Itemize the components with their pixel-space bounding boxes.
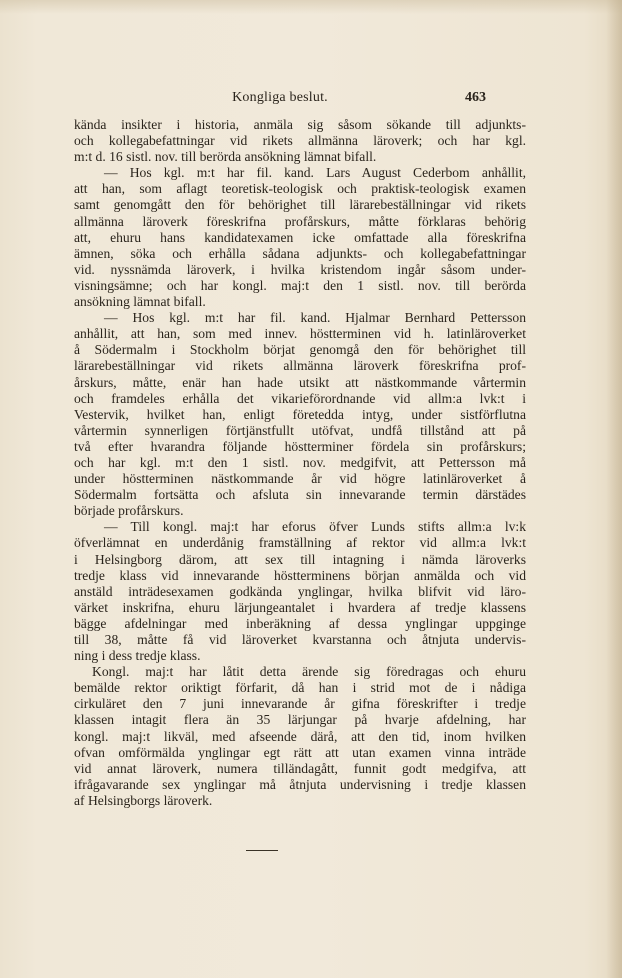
- text-line: att han, som aflagt teoretisk-teologisk och praktisk-teologisk examen: [74, 181, 526, 197]
- text-line: i Helsingborg därom, att sex till intagning i nämda läroverks: [74, 551, 526, 567]
- text-line: ansökning lämnat bifall.: [74, 294, 206, 310]
- text-line: samt genomgått den för behörighet till lärarebeställningar vid rikets: [74, 197, 526, 213]
- text-line: anhållit, att han, som med innev. höstterminen vid h. latinläroverket: [74, 326, 526, 342]
- text-line: bemälde rektor oriktigt förfarit, då han i strid mot de i nådiga: [74, 680, 526, 696]
- text-line: kongl. maj:t likväl, med afseende därå, att den tid, inom hvilken: [74, 728, 526, 744]
- text-line: till 38, måtte få vid läroverket kvarstanna och åtnjuta undervis-: [74, 632, 526, 647]
- text-line: ofvan omförmälda ynglingar egt rätt att utan examen vinna inträde: [74, 744, 526, 760]
- text-line: lärarebeställningar vid rikets allmänna läroverk föreskrifna prof-: [74, 358, 526, 374]
- section-end-rule: [246, 850, 278, 851]
- page-number: 463: [465, 90, 486, 105]
- text-line: af Helsingborgs läroverk.: [74, 792, 213, 808]
- text-line: öfverlämnat en underdånig framställning af rektor vid allm:a lvk:t: [74, 535, 526, 551]
- text-line: värket inskrifna, ehuru lärjungeantalet i hvardera af tredje klassens: [74, 599, 526, 615]
- text-line: anstäld inträdesexamen godkända ynglingar, hvilka blifvit vid läro-: [74, 583, 526, 599]
- text-line: klassen intagit flera än 35 lärjungar på hvarje afdelning, har: [74, 712, 526, 728]
- text-line: Kongl. maj:t har låtit detta ärende sig föredragas och ehuru: [92, 664, 526, 680]
- text-line: vårtermin synnerligen förtjänstfullt utöfvat, undfå tillstånd att på: [74, 422, 526, 438]
- text-line: började profårskurs.: [74, 503, 184, 519]
- text-line: ifrågavarande sex ynglingar må åtnjuta undervisning i tredje klassen: [74, 776, 526, 792]
- text-line: m:t d. 16 sistl. nov. till berörda ansökning lämnat bifall.: [74, 149, 377, 165]
- text-line: vid annat läroverk, numera tilländagått, funnit godt medgifva, att: [74, 760, 526, 776]
- text-line: och framdeles erhålla det vikarieförordnande vid allm:a lvk:t i: [74, 390, 526, 406]
- text-line: bägge afdelningar med inberäkning af dessa ynglingar uppginge: [74, 615, 526, 631]
- text-line: Södermalm fortsätta och afsluta sin innevarande termin därstädes: [74, 487, 526, 503]
- text-line: och har kgl. m:t den 1 sistl. nov. medgifvit, att Pettersson må: [74, 454, 526, 470]
- text-line: och kollegabefattningar vid rikets allmänna läroverk; och har kgl.: [74, 133, 526, 149]
- text-line: Vestervik, hvilket han, enligt företedda intyg, under sistförflutna: [74, 406, 526, 422]
- text-line: allmänna läroverk föreskrifna profårskurs, måtte förklaras behörig: [74, 213, 526, 229]
- page-header: [74, 90, 486, 112]
- text-line: två efter hvarandra följande höstterminer fördela sin profårskurs;: [74, 438, 526, 454]
- text-line: å Södermalm i Stockholm börjat genomgå den för behörighet till: [74, 342, 526, 358]
- text-line: kända insikter i historia, anmäla sig såsom sökande till adjunkts-: [74, 117, 526, 132]
- text-line: ämnen, söka och erhålla sådana adjunkts- och kollegabefattningar: [74, 245, 526, 261]
- text-line: under höstterminen nästkommande år vid högre latinläroverket å: [74, 471, 526, 487]
- body-text: [74, 117, 526, 809]
- running-title: Kongliga beslut.: [232, 90, 328, 105]
- text-line: — Hos kgl. m:t har fil. kand. Hjalmar Bernhard Pettersson: [104, 310, 526, 326]
- text-line: ning i dess tredje klass.: [74, 648, 201, 664]
- text-line: vid. nyssnämda läroverk, i hvilka kristendom ingår såsom under-: [74, 261, 526, 277]
- text-line: visningsämne; och har kongl. maj:t den 1 sistl. nov. till berörda: [74, 277, 526, 293]
- text-line: — Till kongl. maj:t har eforus öfver Lunds stifts allm:a lv:k: [104, 519, 526, 535]
- text-line: cirkuläret den 7 juni innevarande år gifna föreskrifter i tredje: [74, 696, 526, 712]
- text-line: — Hos kgl. m:t har fil. kand. Lars August Cederbom anhållit,: [104, 165, 526, 181]
- page-edge-shadow: [606, 0, 622, 978]
- text-line: tredje klass vid innevarande höstterminens början anmälda och vid: [74, 567, 526, 583]
- page-top-shade: [0, 0, 622, 14]
- text-line: att, ehuru hans kandidatexamen icke omfattade alla föreskrifna: [74, 229, 526, 245]
- text-line: årskurs, måtte, enär han hade utsikt att nästkommande vårtermin: [74, 374, 526, 390]
